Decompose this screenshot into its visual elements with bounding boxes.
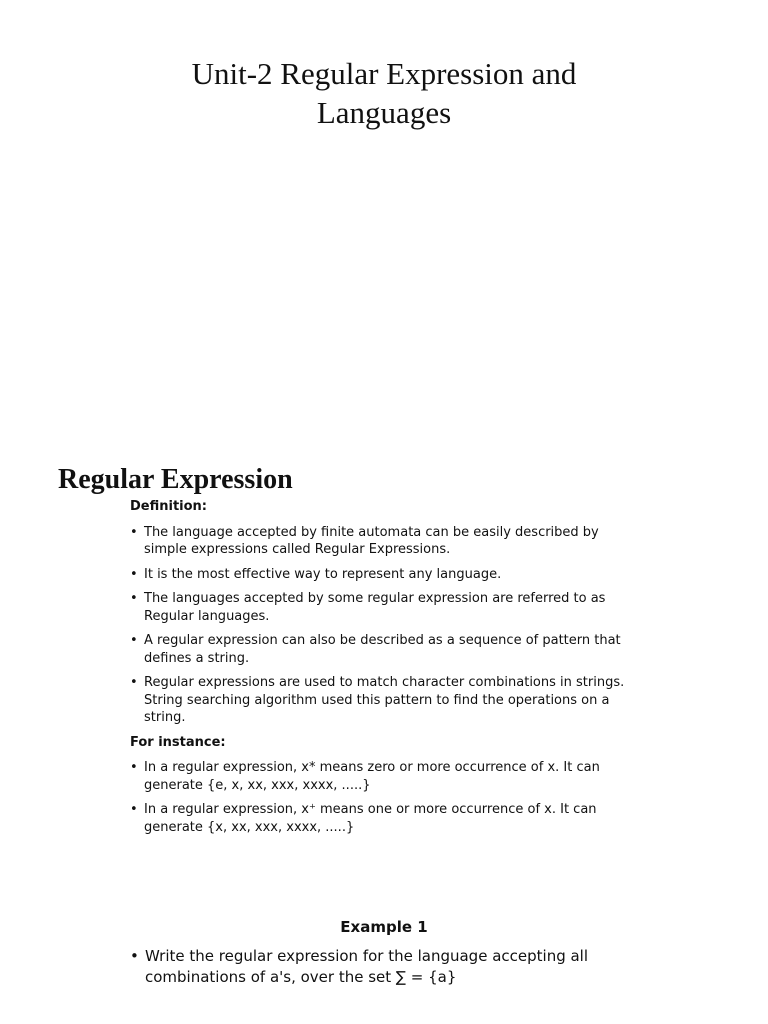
section-heading: Regular Expression [58, 464, 293, 495]
list-item [130, 524, 650, 559]
example-list [130, 946, 670, 988]
definition-list [130, 524, 650, 727]
list-item-line: string. [144, 710, 186, 725]
page-title [0, 54, 768, 132]
list-item-line: simple expressions called Regular Expressions. [144, 542, 451, 557]
list-item-line: String searching algorithm used this pattern to find the operations on a [144, 692, 610, 708]
list-item-line: defines a string. [144, 650, 250, 666]
instance-label: For instance: [130, 734, 226, 750]
list-item-line: • The language accepted by finite automata can be easily described by [144, 524, 599, 540]
list-item [130, 946, 670, 988]
example-heading: Example 1 [340, 918, 428, 936]
list-item-line: • In a regular expression, x* means zero or more occurrence of x. It can [144, 760, 600, 775]
list-item [130, 566, 650, 584]
instance-list [130, 759, 650, 836]
list-item [130, 759, 650, 794]
section-content [130, 498, 650, 843]
list-item-line: Regular languages. [144, 608, 270, 624]
list-item-line: • Regular expressions are used to match character combinations in strings. [144, 675, 625, 690]
list-item [130, 590, 650, 625]
list-item [130, 632, 650, 667]
list-item-line: generate {e, x, xx, xxx, xxxx, .....} [144, 777, 371, 793]
list-item [130, 674, 650, 727]
list-item [130, 801, 650, 836]
list-item-line: • A regular expression can also be described as a sequence of pattern that [144, 633, 621, 648]
list-item-line: • In a regular expression, x⁺ means one or more occurrence of x. It can [144, 802, 597, 817]
list-item-line: • It is the most effective way to represent any language. [144, 566, 502, 582]
list-item-line: • Write the regular expression for the language accepting all [145, 947, 589, 965]
list-item-line: combinations of a's, over the set ∑ = {a} [145, 968, 457, 986]
list-item-line: generate {x, xx, xxx, xxxx, .....} [144, 819, 355, 835]
list-item-line: • The languages accepted by some regular expression are referred to as [144, 591, 606, 606]
definition-label: Definition: [130, 499, 208, 514]
example-content [130, 946, 670, 988]
page-title-line-2: Languages [316, 95, 452, 130]
page-title-line-1: Unit-2 Regular Expression and [191, 56, 577, 91]
